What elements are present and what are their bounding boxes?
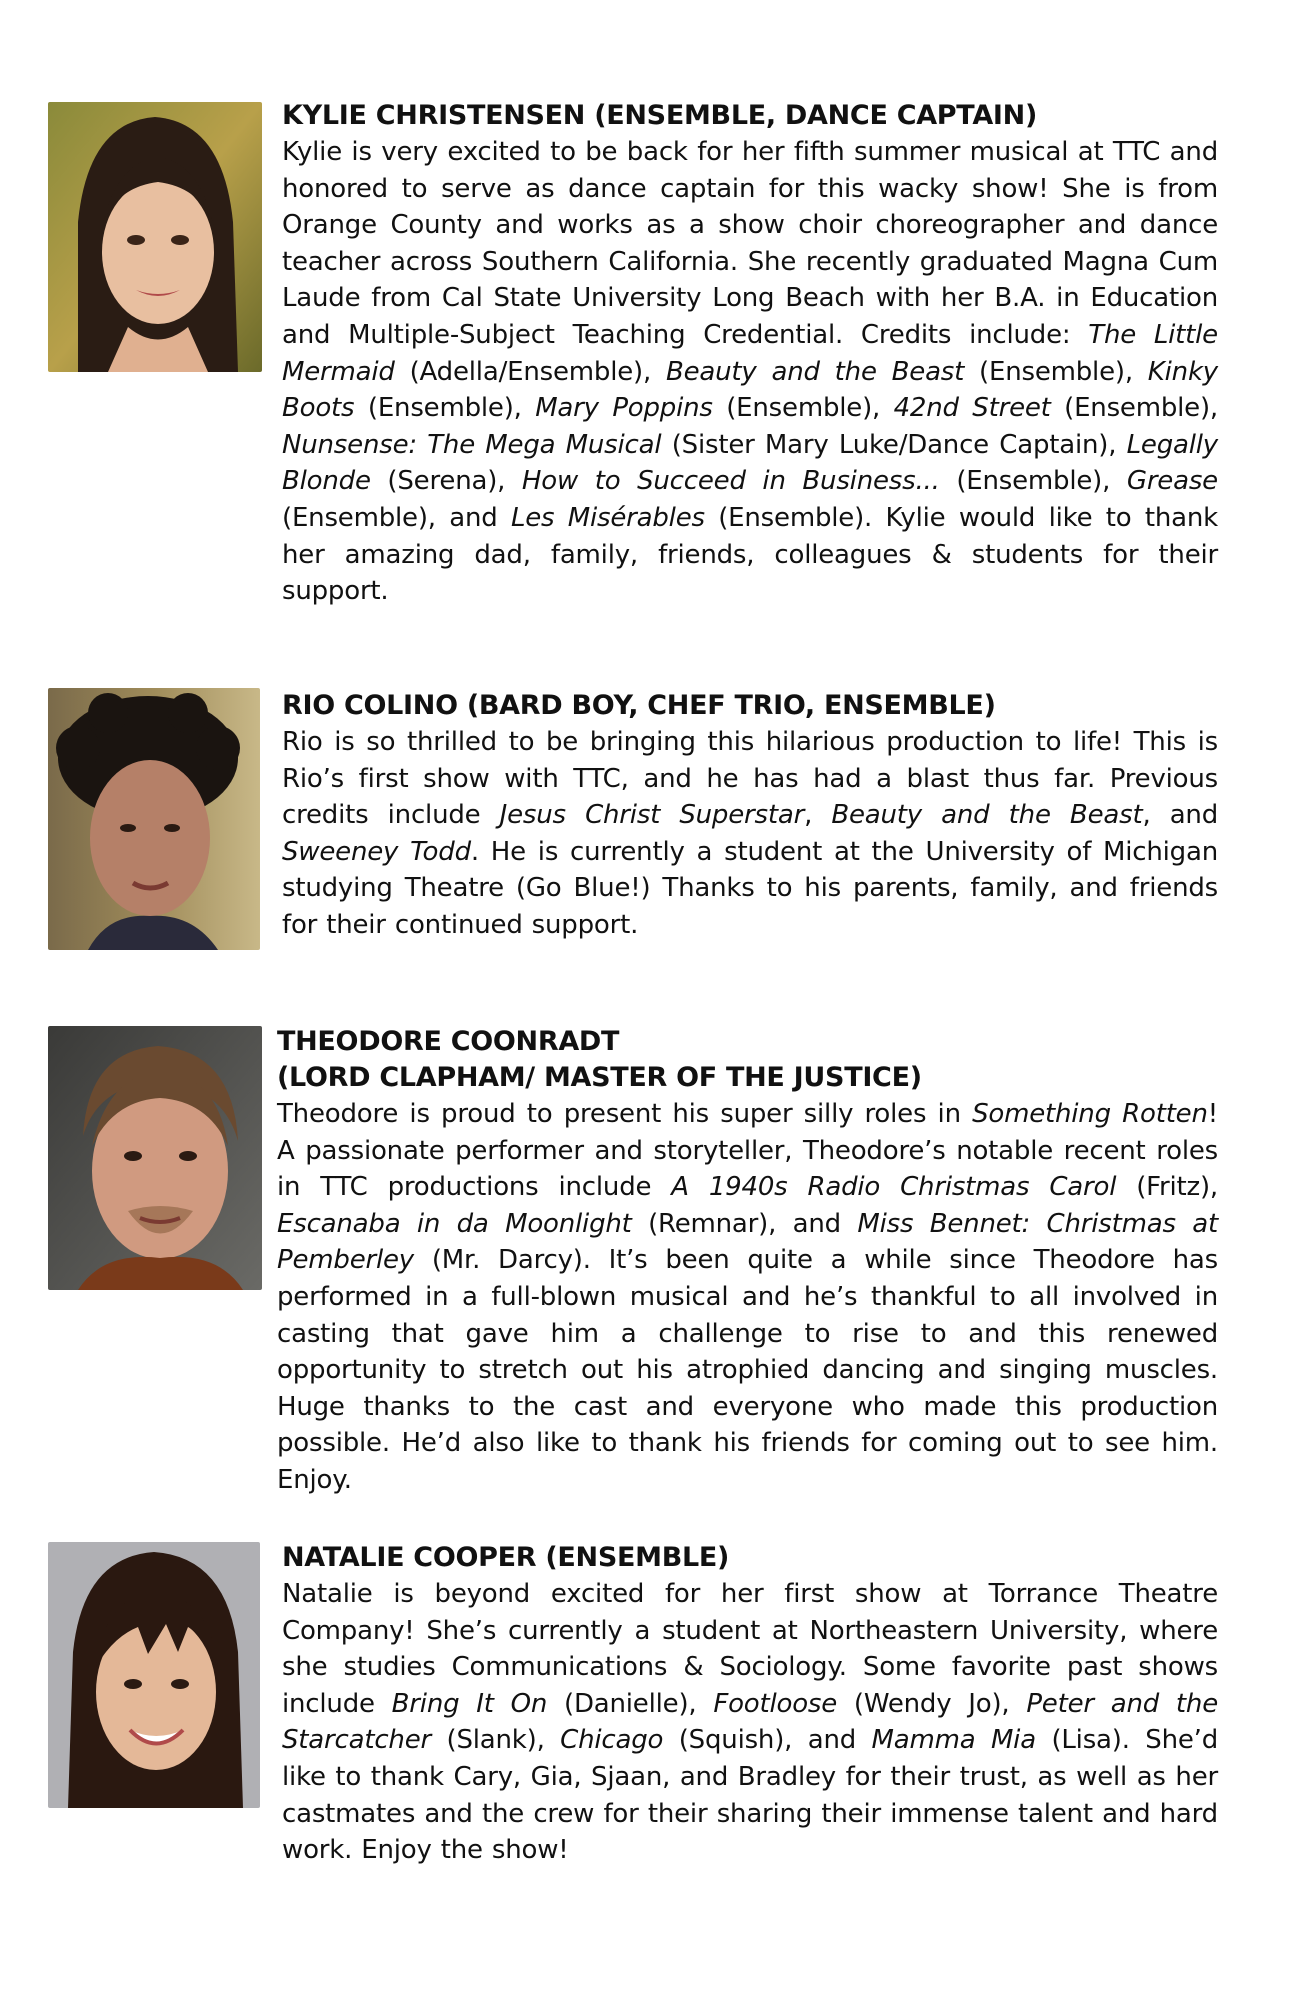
show-title: Jesus Christ Superstar [499, 800, 805, 831]
show-title: Les Misérables [510, 502, 705, 533]
headshot-kylie-christensen [48, 102, 262, 372]
show-title: Escanaba in da Moonlight [277, 1208, 632, 1239]
show-title: Peter and the Starcatcher [282, 1688, 1218, 1756]
show-title: Footloose [713, 1688, 838, 1719]
bio-name: KYLIE CHRISTENSEN (ENSEMBLE, DANCE CAPTAIN) [282, 100, 1037, 131]
show-title: Chicago [560, 1725, 664, 1756]
bio-name: RIO COLINO (BARD BOY, CHEF TRIO, ENSEMBLE) [282, 690, 996, 721]
bio-text: Rio is so thrilled to be bringing this hilarious production to life! This is Rio’s first show with TTC, and he has had a blast thus far. Previous credits include Jesus Christ Superstar, Beauty and the Beast, and Sweeney Todd. He is currently a student at the University of Michigan studying Theatre (Go Blue!) Thanks to his parents, family, and friends for their continued support. [282, 727, 1219, 940]
show-title: Beauty and the Beast [665, 356, 965, 387]
show-title: Mamma Mia [871, 1725, 1036, 1756]
bio-name: NATALIE COOPER (ENSEMBLE) [282, 1542, 730, 1573]
show-title: Sweeney Todd [282, 836, 471, 867]
show-title: Beauty and the Beast [831, 800, 1143, 831]
bio-text: Theodore is proud to present his super silly roles in Something Rotten! A passionate performer and storyteller, Theodore’s notable recent roles in TTC productions include A 1940s Radio Christmas Carol (Fritz), Escanaba in da Moonlight (Remnar), and Miss Bennet: Christmas at Pemberley (Mr. Darcy). It’s been quite a while since Theodore has performed in a full-blown musical and he’s thankful to all involved in casting that gave him a challenge to rise to and this renewed opportunity to stretch out his atrophied dancing and singing muscles. Huge thanks to the cast and everyone who made this production possible. He’d also like to thank his friends for coming out to see him. Enjoy. [277, 1099, 1219, 1495]
bio-roles: (LORD CLAPHAM/ MASTER OF THE JUSTICE) [277, 1062, 922, 1093]
show-title: Mary Poppins [535, 393, 713, 424]
bio-text: Natalie is beyond excited for her first show at Torrance Theatre Company! She’s currently a student at Northeastern University, where she studies Communications & Sociology. Some favorite past shows include Bring It On (Danielle), Footloose (Wendy Jo), Peter and the Starcatcher (Slank), Chicago (Squish), and Mamma Mia (Lisa). She’d like to thank Cary, Gia, Sjaan, and Bradley for their trust, as well as her castmates and the crew for their sharing their immense talent and hard work. Enjoy the show! [282, 1579, 1219, 1866]
show-title: A 1940s Radio Christmas Carol [671, 1172, 1117, 1203]
bio-text: Kylie is very excited to be back for her fifth summer musical at TTC and honored to serve as dance captain for this wacky show! She is from Orange County and works as a show choir choreographer and dance teacher across Southern California. She recently graduated Magna Cum Laude from Cal State University Long Beach with her B.A. in Education and Multiple-Subject Teaching Credential. Credits include: The Little Mermaid (Adella/Ensemble), Beauty and the Beast (Ensemble), Kinky Boots (Ensemble), Mary Poppins (Ensemble), 42nd Street (Ensemble), Nunsense: The Mega Musical (Sister Mary Luke/Dance Captain), Legally Blonde (Serena), How to Succeed in Business... (Ensemble), Grease (Ensemble), and Les Misérables (Ensemble). Kylie would like to thank her amazing dad, family, friends, colleagues & students for their support. [282, 137, 1218, 607]
show-title: 42nd Street [893, 393, 1051, 424]
show-title: Something Rotten [972, 1099, 1208, 1129]
show-title: Miss Bennet: Christmas at Pemberley [277, 1208, 1218, 1276]
headshot-natalie-cooper [48, 1542, 260, 1808]
show-title: Nunsense: The Mega Musical [282, 429, 662, 460]
show-title: How to Succeed in Business... [521, 466, 940, 497]
show-title: Grease [1126, 466, 1218, 497]
headshot-rio-colino [48, 688, 260, 950]
show-title: Legally Blonde [282, 429, 1218, 497]
headshot-theodore-coonradt [48, 1026, 262, 1290]
show-title: The Little Mermaid [282, 319, 1218, 387]
show-title: Kinky Boots [282, 356, 1218, 424]
bio-name: THEODORE COONRADT [277, 1026, 620, 1057]
show-title: Bring It On [391, 1688, 548, 1719]
